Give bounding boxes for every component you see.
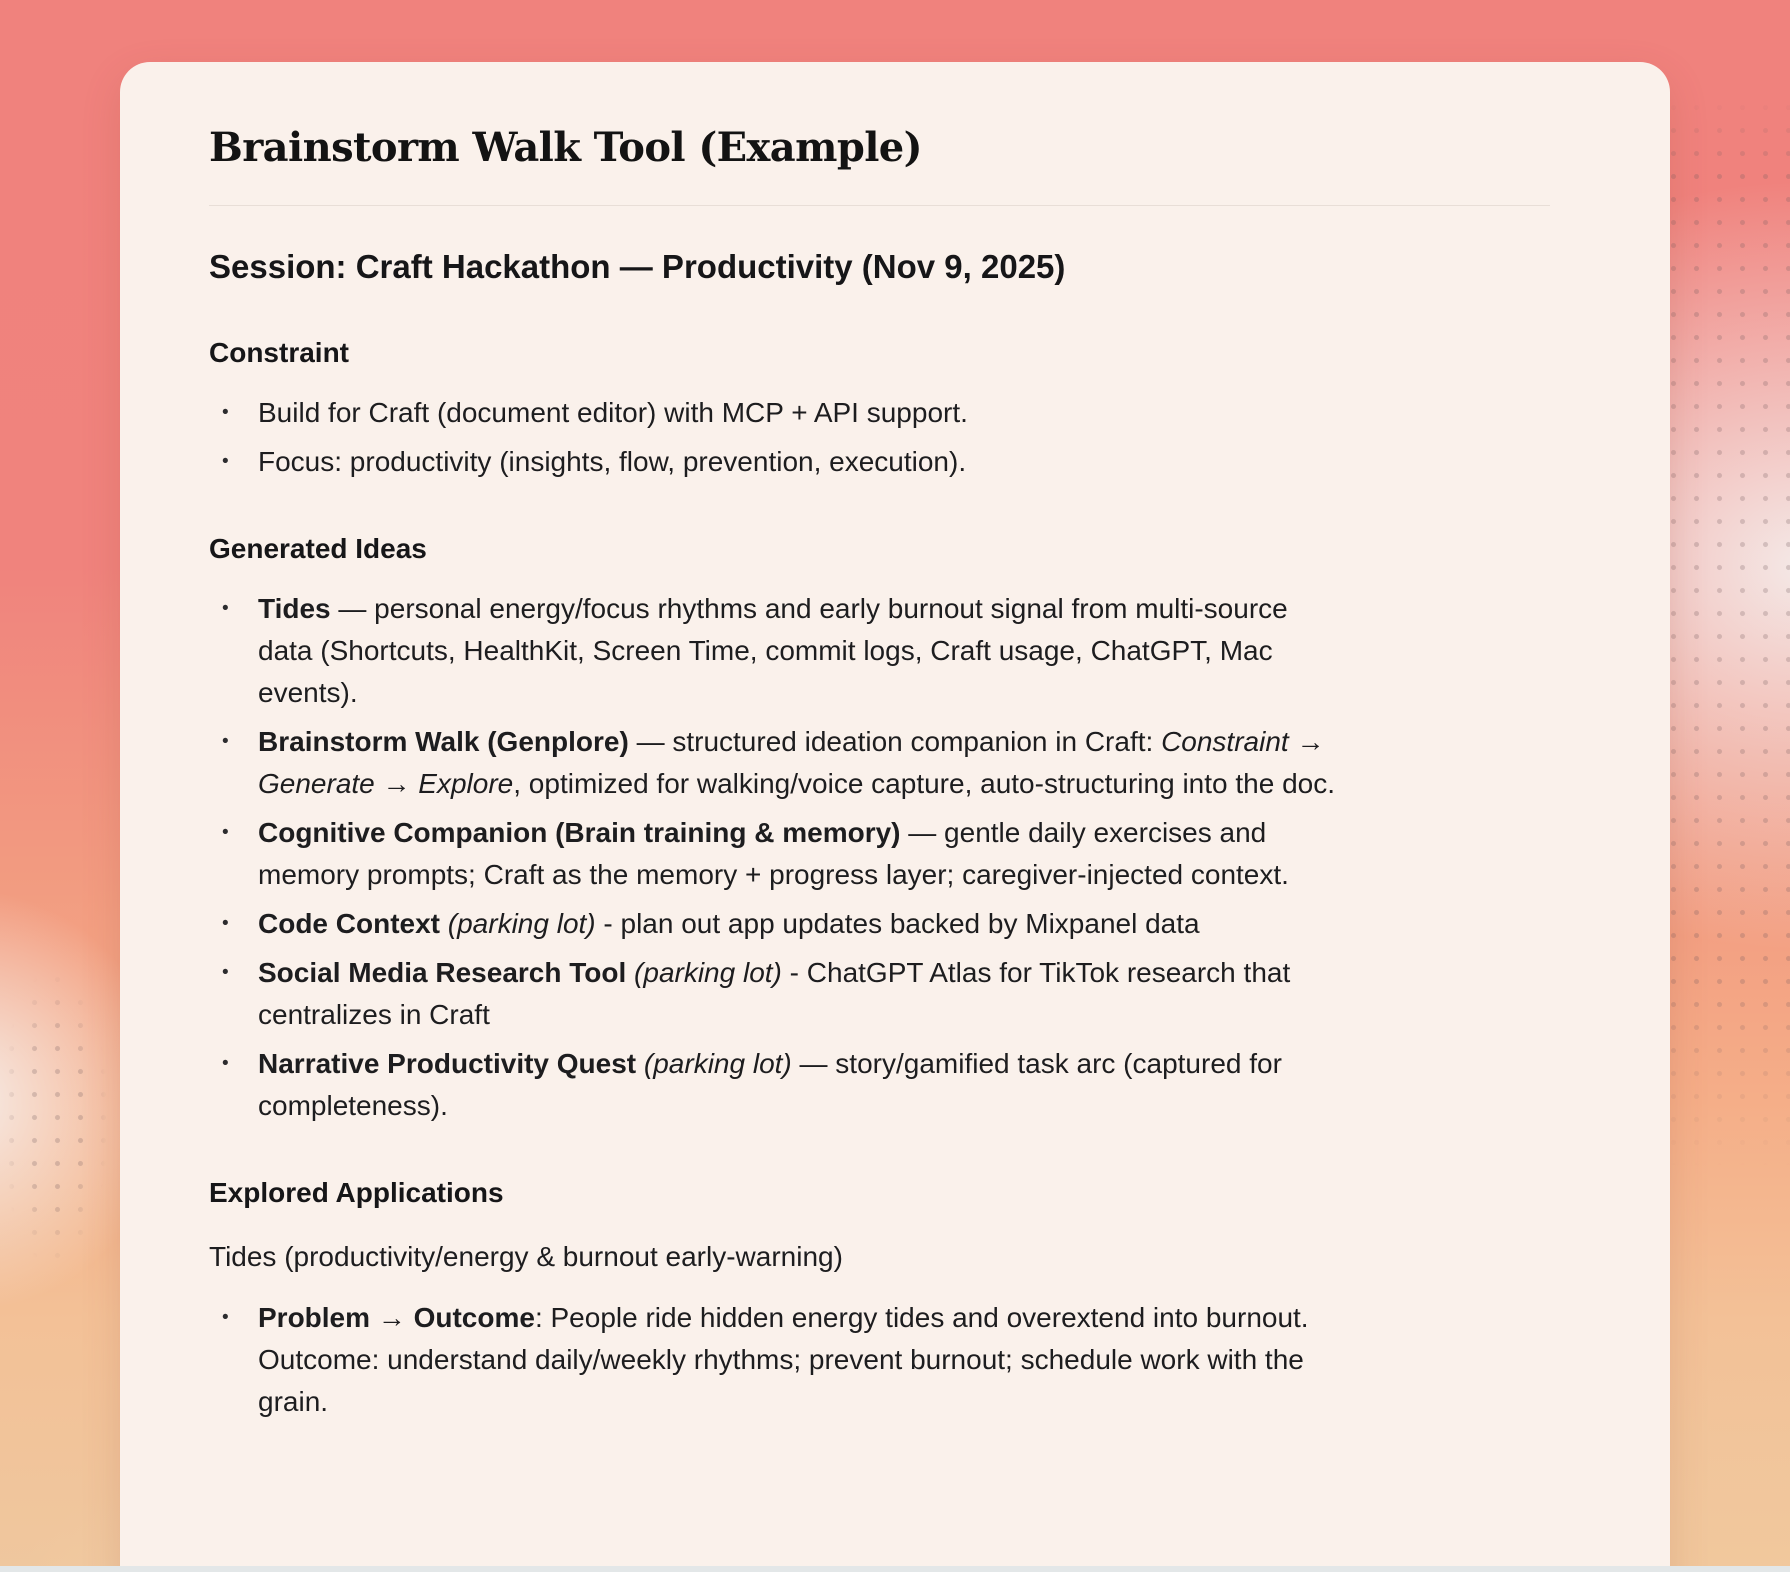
section-heading-generated-ideas[interactable]: Generated Ideas xyxy=(209,533,427,564)
list-item[interactable]: • Problem → Outcome: People ride hidden energy tides and overextend into burnout. Outcome: understand daily/weekly rhythms; prevent burnout; schedule work with the grain. xyxy=(209,1297,1550,1423)
list-item[interactable]: • Build for Craft (document editor) with MCP + API support. xyxy=(209,392,1550,434)
session-heading[interactable]: Session: Craft Hackathon — Productivity (Nov 9, 2025) xyxy=(209,248,1066,285)
list-item[interactable]: • Tides — personal energy/focus rhythms and early burnout signal from multi-source data (Shortcuts, HealthKit, Screen Time, commit logs, Craft usage, ChatGPT, Mac events). xyxy=(209,588,1550,714)
list-item[interactable]: • Cognitive Companion (Brain training & memory) — gentle daily exercises and memory prompts; Craft as the memory + progress layer; caregiver-injected context. xyxy=(209,812,1550,896)
title-divider xyxy=(209,205,1550,206)
halftone-dots-right xyxy=(1662,96,1790,1166)
document-card[interactable] xyxy=(120,62,1670,1572)
document-title[interactable]: Brainstorm Walk Tool (Example) xyxy=(209,124,922,171)
section-heading-constraint[interactable]: Constraint xyxy=(209,337,349,368)
explored-applications-list xyxy=(209,1297,1550,1423)
bottom-edge-strip xyxy=(0,1566,1790,1572)
generated-ideas-list xyxy=(209,588,1550,1127)
section-heading-explored-applications[interactable]: Explored Applications xyxy=(209,1177,504,1208)
list-item[interactable]: • Brainstorm Walk (Genplore) — structured ideation companion in Craft: Constraint → Generate → Explore, optimized for walking/voice capture, auto-structuring into the doc. xyxy=(209,721,1550,805)
halftone-dots-left xyxy=(0,968,136,1268)
explored-applications-intro[interactable]: Tides (productivity/energy & burnout early-warning) xyxy=(209,1241,843,1272)
list-item[interactable]: • Social Media Research Tool (parking lot) - ChatGPT Atlas for TikTok research that centralizes in Craft xyxy=(209,952,1550,1036)
list-item[interactable]: • Focus: productivity (insights, flow, prevention, execution). xyxy=(209,441,1550,483)
constraint-list xyxy=(209,392,1550,483)
list-item[interactable]: • Narrative Productivity Quest (parking lot) — story/gamified task arc (captured for completeness). xyxy=(209,1043,1550,1127)
list-item[interactable]: • Code Context (parking lot) - plan out app updates backed by Mixpanel data xyxy=(209,903,1550,945)
